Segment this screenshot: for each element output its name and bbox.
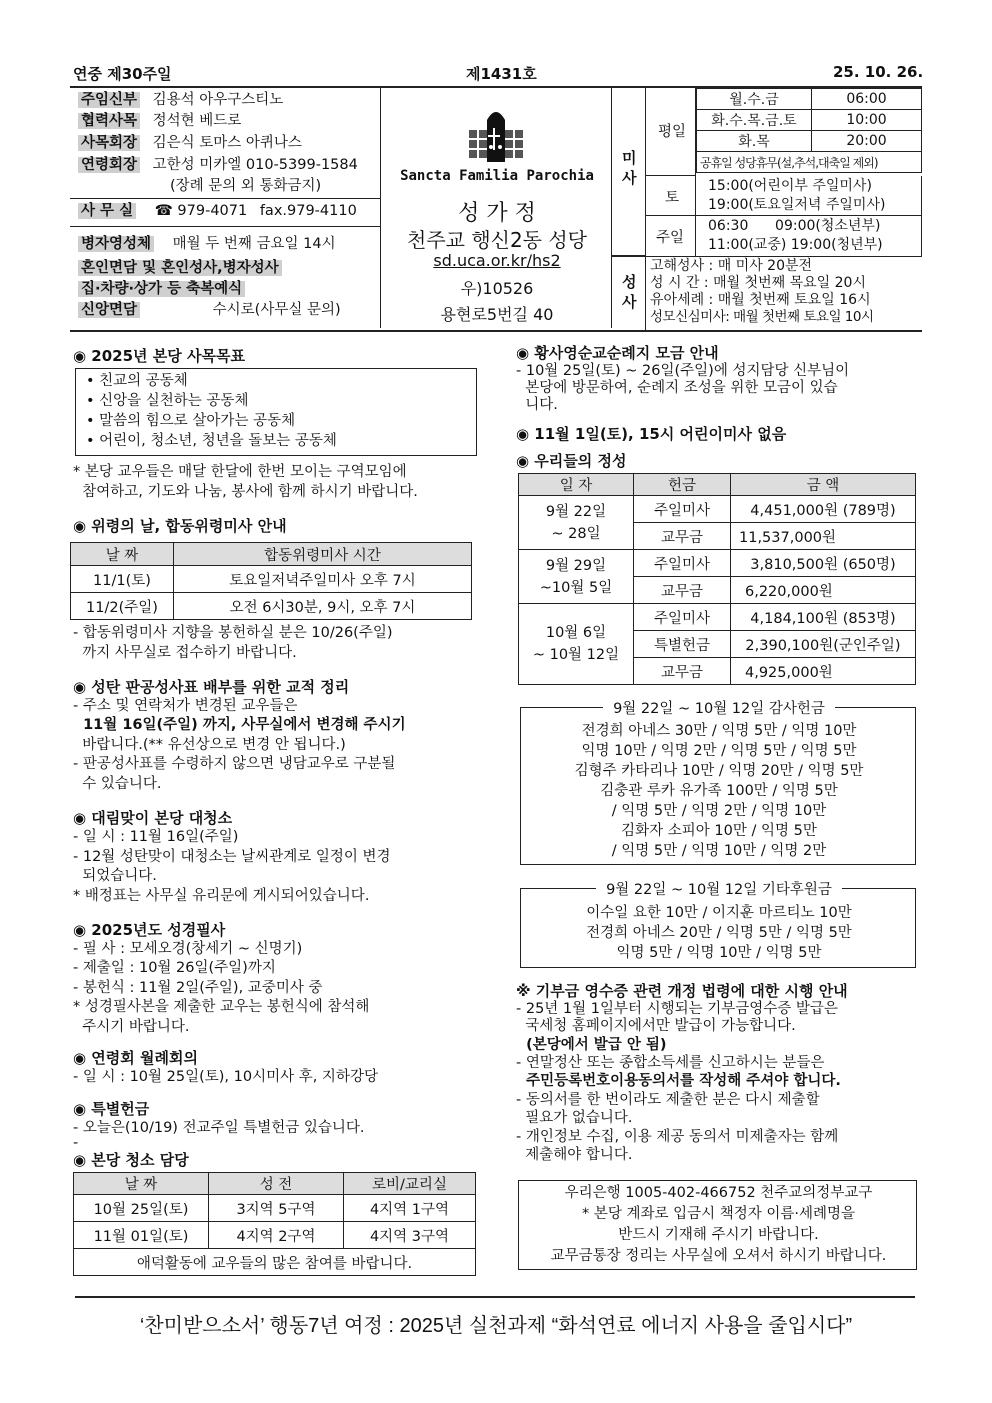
goals-box <box>75 368 477 456</box>
memorial-note: - 합동위령미사 지향을 봉헌하실 분은 10/26(주일) <box>73 625 393 641</box>
pilgrim-line: 본당에 방문하여, 순례지 조성을 위한 모금이 있습 <box>516 380 838 396</box>
bank-line: * 본당 계좌로 입금시 책정자 이름·세례명을 <box>581 1206 856 1222</box>
tax-line: - 개인정보 수집, 이용 제공 동의서 미제출자는 함께 <box>516 1129 839 1145</box>
footer-rule <box>75 1296 915 1298</box>
table-cell: 애덕활동에 교우들의 많은 참여를 바랍니다. <box>74 1249 476 1276</box>
table-header: 합동위령미사 시간 <box>174 543 472 566</box>
service-value: 매월 두 번째 금요일 14시 <box>172 236 336 252</box>
table-cell: 주일미사 <box>634 496 731 523</box>
memorial-title: ◉ 위령의 날, 합동위령미사 안내 <box>73 517 287 535</box>
mass-time: 06:00 <box>812 89 922 110</box>
pilgrim-title: ◉ 황사영순교순례지 모금 안내 <box>516 344 719 362</box>
tax-line: 주민등록번호이용동의서를 작성해 주셔야 합니다. <box>516 1073 841 1089</box>
staff-value: 김은식 토마스 아퀴나스 <box>152 135 302 151</box>
bank-line: 교무금통장 정리는 사무실에 오셔서 하시기 바랍니다. <box>550 1248 887 1264</box>
advent-line: - 일 시 : 11월 16일(주일) <box>73 829 239 845</box>
table-cell: 오전 6시30분, 9시, 오후 7시 <box>174 593 472 620</box>
mass-time: 20:00 <box>812 131 922 152</box>
thanks-title-wrap <box>521 697 917 718</box>
memorial-note: 까지 사무실로 접수하기 바랍니다. <box>73 645 297 661</box>
thanks-title: 9월 22일 ~ 10월 12일 감사헌금 <box>603 701 835 717</box>
table-cell: 4,451,000원 (789명) <box>731 496 916 523</box>
staff-label: 연령회장 <box>78 157 140 173</box>
christmas-line: - 주소 및 연락처가 변경된 교우들은 <box>73 698 298 714</box>
period-line: ~ 10월 12일 <box>532 647 620 663</box>
table-cell: 특별헌금 <box>634 631 731 658</box>
staff-value: 김용석 아우구스티노 <box>152 92 284 108</box>
sunday-mass: 06:30 09:00(청소년부) <box>708 218 881 234</box>
footer-campaign: ‘찬미받으소서’ 행동7년 여정 : 2025년 실천과제 “화석연료 에너지 사용을 줄입시다” <box>139 1315 853 1337</box>
tax-line: (본당에서 발급 안 됨) <box>516 1037 667 1053</box>
sunday-label: 주일 <box>656 230 685 246</box>
mass-days: 월.수.금 <box>697 89 812 110</box>
table-cell: 11,537,000원 <box>731 523 916 550</box>
sacrament-item: 유아세례 : 매월 첫번째 토요일 16시 <box>650 292 871 308</box>
bible-line: - 필 사 : 모세오경(창세기 ~ 신명기) <box>73 941 303 957</box>
table-header: 날 짜 <box>71 543 174 566</box>
tax-line: - 동의서를 한 번이라도 제출한 분은 다시 제출할 <box>516 1092 820 1108</box>
table-cell: 6,220,000원 <box>731 577 916 604</box>
parish-address: 용현로5번길 40 <box>440 305 554 324</box>
staff-label: 주임신부 <box>78 92 140 108</box>
table-cell: 4지역 2구역 <box>209 1222 344 1249</box>
christmas-line: 바랍니다.(** 유선상으로 변경 안 됩니다.) <box>73 737 346 753</box>
other-title: 9월 22일 ~ 10월 12일 기타후원금 <box>596 882 842 898</box>
sacrament-item: 성모신심미사: 매월 첫번째 토요일 10시 <box>650 309 874 325</box>
period-line: ~ 28일 <box>551 525 601 542</box>
office-label: 사 무 실 <box>78 203 136 219</box>
table-cell: 토요일저녁주일미사 오후 7시 <box>174 566 472 593</box>
sacrament-item: 성 시 간 : 매월 첫번째 목요일 20시 <box>650 275 866 291</box>
table-cell: 11/2(주일) <box>71 593 174 620</box>
office-phone: 979-4071 <box>177 203 248 219</box>
bank-line: 우리은행 1005-402-466752 천주교의정부교구 <box>564 1185 873 1201</box>
service-label: 혼인면담 및 혼인성사,병자성사 <box>78 260 282 276</box>
other-title-wrap <box>521 878 917 899</box>
christmas-line: 11월 16일(주일) 까지, 사무실에서 변경해 주시기 <box>73 717 406 733</box>
offering-period <box>519 550 634 604</box>
tax-line: 필요가 없습니다. <box>516 1110 633 1126</box>
issue-date: 25. 10. 26. <box>833 63 924 81</box>
service-label: 병자영성체 <box>78 236 154 252</box>
parish-url[interactable]: sd.uca.or.kr/hs2 <box>433 251 561 270</box>
thanks-line: 전경희 아네스 30만 / 익명 5만 / 익명 10만 <box>581 723 857 739</box>
thanks-line: 익명 10만 / 익명 2만 / 익명 5만 / 익명 5만 <box>581 743 857 759</box>
period-line: 10월 6일 <box>545 625 607 641</box>
advent-line: - 12월 성탄맞이 대청소는 날씨관계로 일정이 변경 <box>73 849 391 865</box>
offering-table <box>518 473 916 685</box>
goal-item: • 신앙을 실천하는 공동체 <box>86 393 249 409</box>
saturday-mass: 15:00(어린이부 주일미사) <box>708 178 872 194</box>
service-value: 수시로(사무실 문의) <box>212 302 341 318</box>
council-title: ◉ 연령회 월례회의 <box>73 1049 198 1067</box>
bible-title: ◉ 2025년도 성경필사 <box>73 921 226 939</box>
parish-panel <box>380 88 612 328</box>
thanks-box <box>520 701 916 865</box>
other-line: 익명 5만 / 익명 10만 / 익명 5만 <box>616 945 822 961</box>
tax-line: - 연말정산 또는 종합소득세를 신고하시는 분들은 <box>516 1055 825 1071</box>
christmas-title: ◉ 성탄 판공성사표 배부를 위한 교적 정리 <box>73 678 350 696</box>
mass-days: 화.수.목.금.토 <box>697 110 812 131</box>
sacrament-label: 성사 <box>622 273 637 311</box>
table-cell: 11월 01일(토) <box>74 1222 209 1249</box>
phone-icon: ☎ <box>154 203 173 219</box>
other-line: 이수일 요한 10만 / 이지훈 마르티노 10만 <box>586 905 852 921</box>
clean-table <box>73 1172 476 1276</box>
service-label: 집·차량·상가 등 축복예식 <box>78 281 245 297</box>
staff-panel <box>70 88 380 328</box>
special-title: ◉ 특별헌금 <box>73 1100 150 1118</box>
goals-note: * 본당 교우들은 매달 한달에 한번 모이는 구역모임에 <box>73 464 407 480</box>
table-cell: 주일미사 <box>634 550 731 577</box>
staff-value: 정석현 베드로 <box>152 113 242 129</box>
issue-number: 제1431호 <box>466 65 537 83</box>
other-box <box>520 882 916 968</box>
weekday-note: 공휴일 성당휴무(설,추석,대축일 제외) <box>697 152 922 173</box>
sacrament-item: 고해성사 : 매 미사 20분전 <box>650 258 813 274</box>
period-line: 9월 22일 <box>545 503 607 520</box>
goal-item: • 어린이, 청소년, 청년을 돌보는 공동체 <box>86 433 337 449</box>
advent-line: 되었습니다. <box>73 868 157 884</box>
table-cell: 주일미사 <box>634 604 731 631</box>
tax-line: - 25년 1월 1일부터 시행되는 기부금영수증 발급은 <box>516 1001 838 1017</box>
clean-title: ◉ 본당 청소 담당 <box>73 1151 189 1169</box>
saturday-mass: 19:00(토요일저녁 주일미사) <box>708 197 886 213</box>
offering-period <box>519 604 634 685</box>
table-cell: 11/1(토) <box>71 566 174 593</box>
mass-days: 화.목 <box>697 131 812 152</box>
parish-postal: 우)10526 <box>460 279 534 298</box>
saturday-label: 토 <box>665 190 680 206</box>
mass-label: 미사 <box>622 149 637 187</box>
weekday-label: 평일 <box>658 124 687 140</box>
table-cell: 4,184,100원 (853명) <box>731 604 916 631</box>
thanks-line: 김화자 소피아 10만 / 익명 5만 <box>621 823 817 839</box>
bible-line: * 성경필사본을 제출한 교우는 봉헌식에 참석해 <box>73 999 370 1015</box>
sunday-mass: 11:00(교중) 19:00(청년부) <box>708 237 883 253</box>
period-line: ~10월 5일 <box>539 579 613 596</box>
mass-time: 10:00 <box>812 110 922 131</box>
table-cell: 3지역 5구역 <box>209 1195 344 1222</box>
table-cell: 4지역 3구역 <box>344 1222 476 1249</box>
staff-value: 고한성 미카엘 010-5399-1584 <box>152 157 358 173</box>
table-header: 금 액 <box>731 474 916 496</box>
goal-item: • 말씀의 힘으로 살아가는 공동체 <box>86 413 296 429</box>
table-cell: 교무금 <box>634 523 731 550</box>
period-line: 9월 29일 <box>545 557 607 574</box>
table-cell: 2,390,100원(군인주일) <box>731 631 916 658</box>
bible-line: - 제출일 : 10월 26일(주일)까지 <box>73 960 276 976</box>
section-rule <box>70 330 922 332</box>
bible-line: 주시기 바랍니다. <box>73 1019 190 1035</box>
tax-line: 제출해야 합니다. <box>516 1147 633 1163</box>
office-fax: fax.979-4110 <box>259 203 357 219</box>
council-line: - 일 시 : 10월 25일(토), 10시미사 후, 지하강당 <box>73 1069 378 1085</box>
christmas-line: 수 있습니다. <box>73 776 162 792</box>
staff-note: (장례 문의 외 통화금지) <box>170 178 322 194</box>
table-cell: 4지역 1구역 <box>344 1195 476 1222</box>
thanks-line: / 익명 5만 / 익명 2만 / 익명 10만 <box>611 803 827 819</box>
special-line: - 오늘은(10/19) 전교주일 특별헌금 있습니다. <box>73 1120 365 1136</box>
offering-period <box>519 496 634 550</box>
goals-note: 참여하고, 기도와 나눔, 봉사에 함께 하시기 바랍니다. <box>73 484 418 500</box>
kids-title: ◉ 11월 1일(토), 15시 어린이미사 없음 <box>516 425 787 443</box>
thanks-line: 김형주 카타리나 10만 / 익명 20만 / 익명 5만 <box>574 763 864 779</box>
goals-title: ◉ 2025년 본당 사목목표 <box>73 347 245 365</box>
parish-full-name: 천주교 행신2동 성당 <box>407 228 587 252</box>
advent-title: ◉ 대림맞이 본당 대청소 <box>73 809 233 827</box>
table-header: 일 자 <box>519 474 634 496</box>
bank-line: 반드시 기재해 주시기 바랍니다. <box>618 1227 819 1243</box>
mass-schedule <box>612 88 922 330</box>
other-line: 전경희 아네스 20만 / 익명 5만 / 익명 5만 <box>586 925 852 941</box>
offering-title: ◉ 우리들의 정성 <box>516 452 627 470</box>
week-label: 연중 제30주일 <box>73 65 172 83</box>
table-cell: 3,810,500원 (650명) <box>731 550 916 577</box>
pilgrim-line: - 10월 25일(토) ~ 26일(주일)에 성지담당 신부님이 <box>516 363 850 379</box>
staff-label: 협력사목 <box>78 113 140 129</box>
parish-name: 성 가 정 <box>458 201 536 226</box>
bible-line: - 봉헌식 : 11월 2일(주일), 교중미사 중 <box>73 980 323 996</box>
special-line: - <box>73 1135 79 1151</box>
goal-item: • 친교의 공동체 <box>86 373 188 389</box>
table-header: 로비/교리실 <box>344 1173 476 1195</box>
pilgrim-line: 니다. <box>516 397 558 413</box>
christmas-line: - 판공성사표를 수령하지 않으면 냉담교우로 구분될 <box>73 756 396 772</box>
advent-line: * 배정표는 사무실 유리문에 게시되어있습니다. <box>73 888 370 904</box>
thanks-line: / 익명 5만 / 익명 10만 / 익명 2만 <box>611 843 827 859</box>
bank-box <box>518 1180 917 1270</box>
table-header: 날 짜 <box>74 1173 209 1195</box>
tax-title: ※ 기부금 영수증 관련 개정 법령에 대한 시행 안내 <box>516 982 848 1000</box>
thanks-line: 김충관 루카 유가족 100만 / 익명 5만 <box>600 783 838 799</box>
table-cell: 10월 25일(토) <box>74 1195 209 1222</box>
table-cell: 4,925,000원 <box>731 658 916 685</box>
table-cell: 교무금 <box>634 658 731 685</box>
service-label: 신앙면담 <box>78 302 140 318</box>
table-header: 성 전 <box>209 1173 344 1195</box>
table-cell: 교무금 <box>634 577 731 604</box>
memorial-table <box>70 542 472 620</box>
table-header: 헌금 <box>634 474 731 496</box>
staff-label: 사목회장 <box>78 135 140 151</box>
parish-latin-name: Sancta Familia Parochia <box>400 168 594 184</box>
tax-line: 국세청 홈페이지에서만 발급이 가능합니다. <box>516 1018 796 1034</box>
parish-logo-icon <box>443 102 549 166</box>
